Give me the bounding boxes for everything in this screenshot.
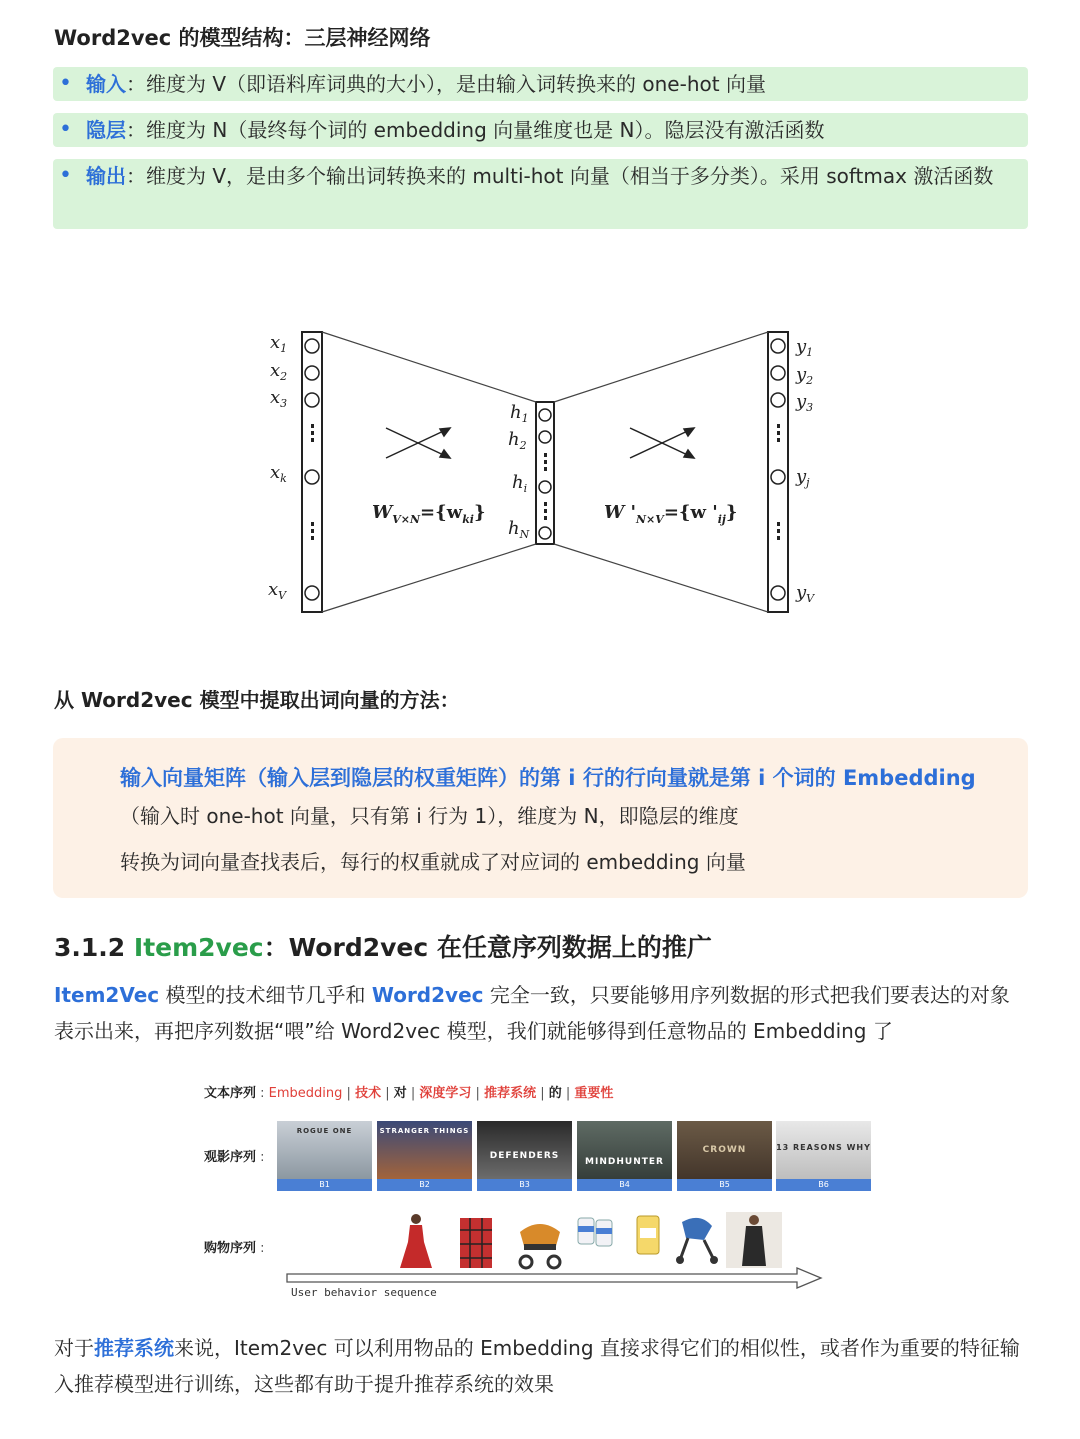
output-label-y3: $y_3$ — [796, 391, 814, 414]
embedding-callout — [53, 738, 1028, 898]
product-milk-powder-image — [634, 1212, 662, 1256]
movie-sequence-label: 观影序列 : — [204, 1150, 265, 1165]
product-plaid-coat-image — [450, 1212, 502, 1270]
hidden-label-h1: $h_1$ — [510, 402, 529, 425]
bullet-input — [53, 67, 1028, 101]
output-label-y2: $y_2$ — [796, 364, 814, 387]
output-label-yj: $y_j$ — [796, 466, 810, 489]
bullet-key: 输出 — [86, 164, 126, 188]
hidden-layer-box — [536, 402, 554, 544]
bullet-key: 隐层 — [86, 118, 126, 142]
input-label-x3: $x_3$ — [270, 387, 288, 410]
shopping-sequence-label: 购物序列 : — [204, 1241, 265, 1256]
weight-matrix-left: $W_{V\times N}=\{w_{ki}\}$ — [372, 502, 486, 526]
weight-matrix-right: W '$_{N\times V}=\{w$ '$_{ij}$} — [604, 502, 738, 526]
bullet-text: ：维度为 V，是由多个输出词转换来的 multi-hot 向量（相当于多分类）。采用 softmax 激活函数 — [126, 164, 994, 188]
section-keyword: Item2vec — [133, 933, 264, 962]
movie-poster-b4: MINDHUNTER B4 — [577, 1121, 672, 1191]
output-label-y1: $y_1$ — [796, 336, 814, 359]
input-label-xv: $x_V$ — [268, 579, 287, 602]
word2vec-network-diagram — [250, 320, 830, 620]
input-label-x2: $x_2$ — [270, 360, 288, 383]
item2vec-paragraph: Item2Vec 模型的技术细节几乎和 Word2vec 完全一致，只要能够用序列数据的形式把我们要表达的对象表示出来，再把序列数据“喂”给 Word2vec 模型，我们就能够得到任意物品的 Embedding 了 — [54, 983, 1010, 1043]
product-baby-carrier-image — [674, 1212, 720, 1266]
movie-poster-b6: 13 REASONS WHY B6 — [776, 1121, 871, 1191]
section-number: 3.1.2 — [54, 933, 134, 962]
recommendation-paragraph: 对于推荐系统来说，Item2vec 可以利用物品的 Embedding 直接求得它们的相似性，或者作为重要的特征输入推荐模型进行训练，这些都有助于提升推荐系统的效果 — [54, 1336, 1020, 1396]
bullet-key: 输入 — [86, 72, 126, 96]
callout-line-2: （输入时 one-hot 向量，只有第 i 行为 1），维度为 N，即隐层的维度 — [120, 804, 739, 828]
extract-heading: 从 Word2vec 模型中提取出词向量的方法： — [54, 688, 460, 712]
callout-line-3: 转换为词向量查找表后，每行的权重就成了对应词的 embedding 向量 — [120, 850, 746, 874]
movie-poster-b3: DEFENDERS B3 — [477, 1121, 572, 1191]
bullet-dot: • — [59, 71, 72, 96]
callout-line-1: 输入向量矩阵（输入层到隐层的权重矩阵）的第 i 行的行向量就是第 i 个词的 Embedding — [120, 766, 976, 790]
section-heading-structure: Word2vec 的模型结构：三层神经网络 — [54, 26, 431, 50]
section-title-rest: ：Word2vec 在任意序列数据上的推广 — [263, 933, 712, 962]
product-red-dress-image — [396, 1212, 436, 1270]
input-label-x1: $x_1$ — [270, 332, 288, 355]
behavior-sequence-caption: User behavior sequence — [291, 1286, 437, 1299]
bullet-dot: • — [59, 117, 72, 142]
hidden-label-hi: $h_i$ — [512, 472, 528, 495]
section-heading-item2vec — [54, 928, 712, 964]
bullet-text: ：维度为 N（最终每个词的 embedding 向量维度也是 N）。隐层没有激活函数 — [126, 118, 825, 142]
text-sequence-label: 文本序列 — [204, 1086, 257, 1101]
movie-poster-b2: STRANGER THINGS B2 — [377, 1121, 472, 1191]
movie-poster-b1: ROGUE ONE B1 — [277, 1121, 372, 1191]
output-label-yv: $y_V$ — [796, 582, 815, 605]
bullet-output — [53, 159, 1028, 229]
movie-poster-b5: CROWN B5 — [677, 1121, 772, 1191]
input-label-xk: $x_k$ — [270, 462, 287, 485]
hidden-label-h2: $h_2$ — [508, 429, 527, 452]
product-black-dress-image — [726, 1212, 782, 1268]
bullet-text: ：维度为 V（即语料库词典的大小），是由输入词转换来的 one-hot 向量 — [126, 72, 766, 96]
bullet-hidden — [53, 113, 1028, 147]
text-sequence-row: 文本序列 : Embedding | 技术 | 对 | 深度学习 | 推荐系统 | 的 | 重要性 — [204, 1086, 614, 1101]
product-stroller-image — [512, 1212, 568, 1270]
hidden-label-hn: $h_N$ — [508, 518, 530, 541]
product-formula-cans-image — [576, 1212, 614, 1250]
bullet-dot: • — [59, 163, 72, 188]
